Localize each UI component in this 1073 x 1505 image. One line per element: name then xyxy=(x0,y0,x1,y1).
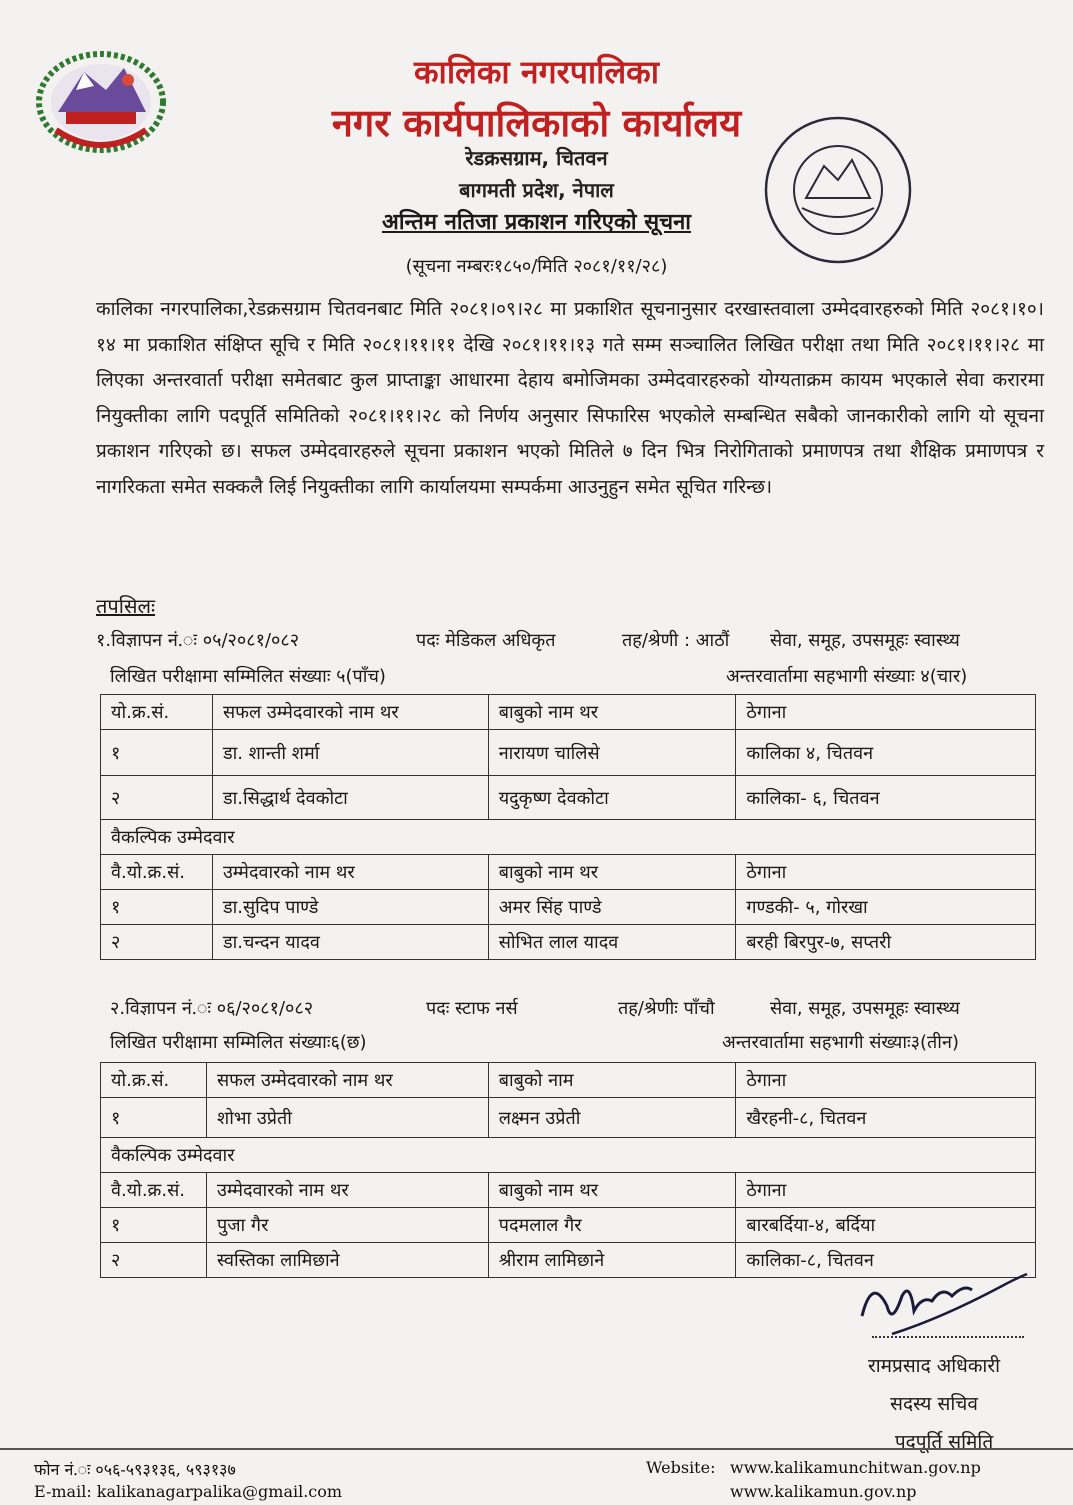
header-cell: यो.क्र.सं. xyxy=(101,1063,207,1098)
header-cell: बाबुको नाम xyxy=(488,1063,736,1098)
address-line-2: बागमती प्रदेश, नेपाल xyxy=(459,178,614,202)
table-cell: अमर सिंह पाण्डे xyxy=(488,890,736,925)
header-cell: उम्मेदवारको नाम थर xyxy=(206,1173,488,1208)
details-heading: तपसिलः xyxy=(96,594,156,618)
header-cell: बाबुको नाम थर xyxy=(488,695,736,730)
signature-dotted-line xyxy=(872,1336,1024,1338)
table-cell: नारायण चालिसे xyxy=(488,730,736,776)
section2-written-count: लिखित परीक्षामा सम्मिलित संख्याः६(छ) xyxy=(110,1032,367,1053)
table-cell: सोभित लाल यादव xyxy=(488,925,736,960)
table-cell: कालिका ४, चितवन xyxy=(736,730,1036,776)
table-cell: डा.सुदिप पाण्डे xyxy=(212,890,488,925)
section1-advert: १.विज्ञापन नं.ः ०५/२०८१/०८२ xyxy=(96,630,300,651)
header-cell: सफल उम्मेदवारको नाम थर xyxy=(206,1063,488,1098)
section2-level: तह/श्रेणीः पाँचौ xyxy=(618,998,715,1019)
section1-written-count: लिखित परीक्षामा सम्मिलित संख्याः ५(पाँच) xyxy=(110,666,386,687)
header-cell: उम्मेदवारको नाम थर xyxy=(212,855,488,890)
table-cell: १ xyxy=(101,1098,207,1138)
signatory-committee: पदपूर्ति समिति xyxy=(894,1431,994,1453)
footer-website-1[interactable]: www.kalikamunchitwan.gov.np xyxy=(730,1458,981,1477)
header-cell: ठेगाना xyxy=(736,695,1036,730)
table-cell: यदुकृष्ण देवकोटा xyxy=(488,776,736,820)
signatory-name: रामप्रसाद अधिकारी xyxy=(867,1355,1001,1377)
table-cell: बरही बिरपुर-७, सप्तरी xyxy=(736,925,1036,960)
alt-label-row xyxy=(101,820,1036,855)
office-name: नगर कार्यपालिकाको कार्यालय xyxy=(331,101,742,145)
table-header-row xyxy=(101,855,1036,890)
address-line-1: रेडक्रसग्राम, चितवन xyxy=(465,146,608,170)
table-cell: कालिका-८, चितवन xyxy=(736,1243,1036,1278)
handwritten-signature xyxy=(852,1256,1042,1346)
header-cell: वै.यो.क्र.सं. xyxy=(101,855,213,890)
table-cell: श्रीराम लामिछाने xyxy=(488,1243,736,1278)
alt-label-row xyxy=(101,1138,1036,1173)
header-cell: यो.क्र.सं. xyxy=(101,695,213,730)
table-header-row xyxy=(101,695,1036,730)
table-cell: डा.चन्दन यादव xyxy=(212,925,488,960)
section2-advert: २.विज्ञापन नं.ः ०६/२०८१/०८२ xyxy=(110,998,314,1019)
alt-candidates-label: वैकल्पिक उम्मेदवार xyxy=(101,1138,1036,1173)
header-cell: ठेगाना xyxy=(736,1173,1036,1208)
table-cell: शोभा उप्रेती xyxy=(206,1098,488,1138)
table-row xyxy=(101,1098,1036,1138)
header-cell: वै.यो.क्र.सं. xyxy=(101,1173,207,1208)
signatory-title: सदस्य सचिव xyxy=(890,1393,978,1415)
table-cell: डा.सिद्धार्थ देवकोटा xyxy=(212,776,488,820)
table-cell: २ xyxy=(101,1243,207,1278)
section1-interview-count: अन्तरवार्तामा सहभागी संख्याः ४(चार) xyxy=(726,666,968,687)
section2-post: पदः स्टाफ नर्स xyxy=(426,998,518,1019)
table-row xyxy=(101,730,1036,776)
section1-service: सेवा, समूह, उपसमूहः स्वास्थ्य xyxy=(770,630,960,651)
table-cell: बारबर्दिया-४, बर्दिया xyxy=(736,1208,1036,1243)
header-cell: सफल उम्मेदवारको नाम थर xyxy=(212,695,488,730)
section2-service: सेवा, समूह, उपसमूहः स्वास्थ्य xyxy=(770,998,960,1019)
table-cell: पदमलाल गैर xyxy=(488,1208,736,1243)
footer-website-label: Website: xyxy=(646,1458,716,1477)
footer-divider xyxy=(0,1448,1073,1450)
notice-body: कालिका नगरपालिका,रेडक्रसग्राम चितवनबाट मिति २०८१।०९।२८ मा प्रकाशित सूचनानुसार दरखास्तवाला उम्मेदवारहरुको मिति २०८१।१०।१४ मा प्रकाशित संक्षिप्त सूचि र मिति २०८१।११।११ देखि २०८१।११।१३ गते सम्म सञ्चालित लिखित परीक्षा तथा मिति २०८१।११।२८ मा लिएका अन्तरवार्ता परीक्षा समेतबाट कुल प्राप्ताङ्का आधारमा देहाय बमोजिमका उम्मेदवारहरुको योग्यताक्रम कायम भएकाले सेवा करारमा नियुक्तीका लागि पदपूर्ति समितिको २०८१।११।२८ को निर्णय अनुसार सिफारिस भएकोले सम्बन्धित सबैको जानकारीको लागि यो सूचना प्रकाशन गरिएको छ। सफल उम्मेदवारहरुले सूचना प्रकाशन भएको मितिले ७ दिन भित्र निरोगिताको प्रमाणपत्र तथा शैक्षिक प्रमाणपत्र र नागरिकता समेत सक्कलै लिई नियुक्तीका लागि कार्यालयमा सम्पर्कमा आउनुहुन समेत सूचित गरिन्छ। xyxy=(96,298,1044,498)
header-cell: ठेगाना xyxy=(736,1063,1036,1098)
footer-phone: फोन नं.ः ०५६-५९३१३६, ५९३१३७ xyxy=(34,1460,236,1479)
section1-post: पदः मेडिकल अधिकृत xyxy=(416,630,556,651)
table-cell: १ xyxy=(101,730,213,776)
table-cell: खैरहनी-८, चितवन xyxy=(736,1098,1036,1138)
org-name: कालिका नगरपालिका xyxy=(413,53,660,91)
header-cell: बाबुको नाम थर xyxy=(488,855,736,890)
footer-email[interactable]: E-mail: kalikanagarpalika@gmail.com xyxy=(34,1482,343,1501)
table-row xyxy=(101,1208,1036,1243)
table-row xyxy=(101,776,1036,820)
table-cell: १ xyxy=(101,1208,207,1243)
table-row xyxy=(101,890,1036,925)
notice-title: अन्तिम नतिजा प्रकाशन गरिएको सूचना xyxy=(382,210,691,235)
notice-reference: (सूचना नम्बरः१८५०/मिति २०८१/११/२८) xyxy=(405,256,668,277)
table-cell: १ xyxy=(101,890,213,925)
office-seal xyxy=(758,108,918,273)
section1-result-table xyxy=(100,694,1036,960)
table-header-row xyxy=(101,1063,1036,1098)
table-cell: पुजा गैर xyxy=(206,1208,488,1243)
section2-interview-count: अन्तरवार्तामा सहभागी संख्याः३(तीन) xyxy=(722,1032,959,1053)
table-cell: स्वस्तिका लामिछाने xyxy=(206,1243,488,1278)
section2-result-table xyxy=(100,1062,1036,1278)
table-cell: २ xyxy=(101,776,213,820)
header-cell: ठेगाना xyxy=(736,855,1036,890)
section1-level: तह/श्रेणी : आठौं xyxy=(622,630,730,651)
table-row xyxy=(101,925,1036,960)
alt-candidates-label: वैकल्पिक उम्मेदवार xyxy=(101,820,1036,855)
table-header-row xyxy=(101,1173,1036,1208)
table-cell: २ xyxy=(101,925,213,960)
table-cell: गण्डकी- ५, गोरखा xyxy=(736,890,1036,925)
footer-website-2[interactable]: www.kalikamun.gov.np xyxy=(730,1482,917,1501)
table-cell: कालिका- ६, चितवन xyxy=(736,776,1036,820)
header-cell: बाबुको नाम थर xyxy=(488,1173,736,1208)
table-cell: लक्ष्मन उप्रेती xyxy=(488,1098,736,1138)
table-cell: डा. शान्ती शर्मा xyxy=(212,730,488,776)
